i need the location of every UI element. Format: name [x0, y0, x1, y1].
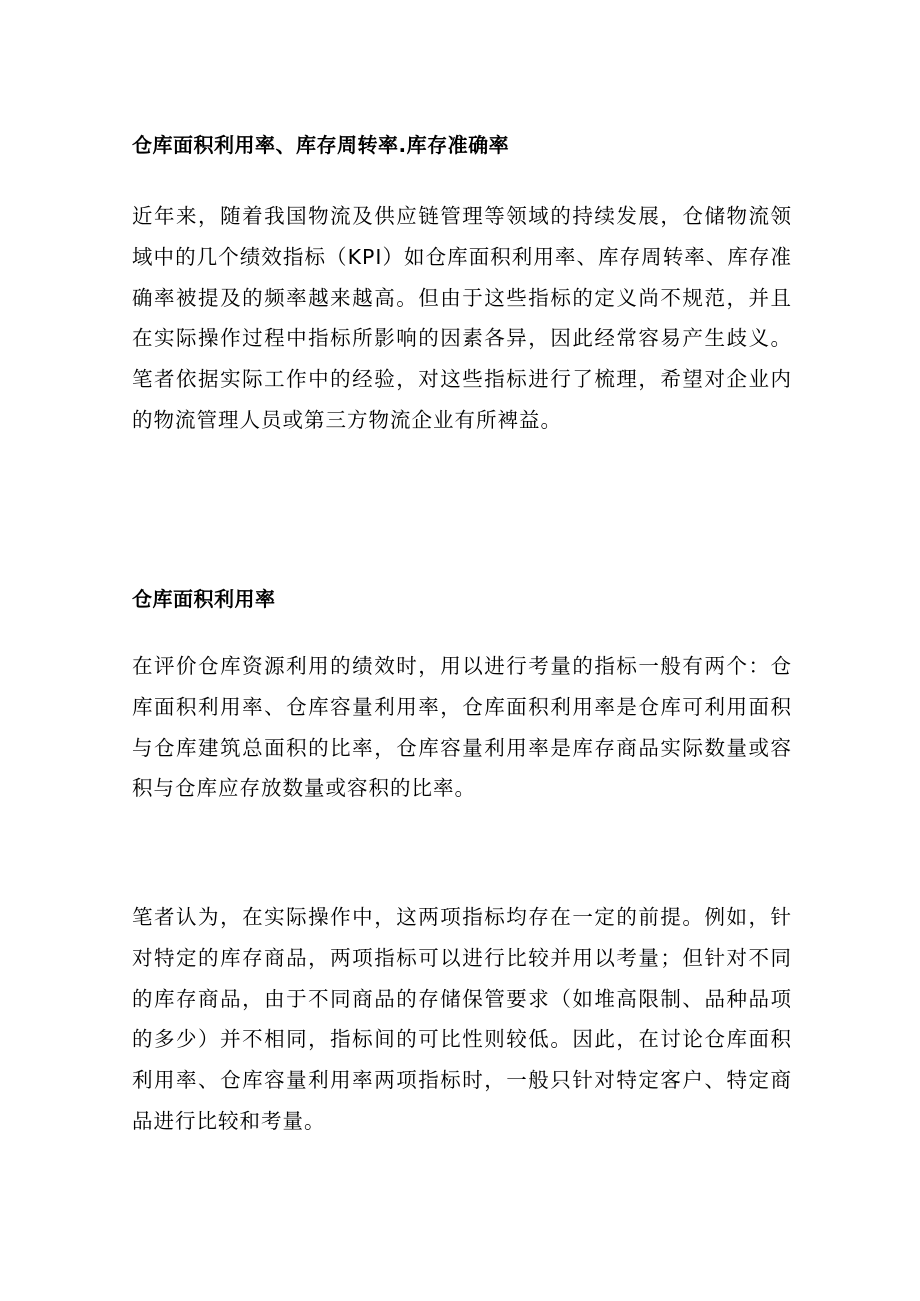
section-heading-kpi-overview: 仓库面积利用率、库存周转率.库存准确率	[132, 133, 510, 157]
section-heading-area-utilization: 仓库面积利用率	[132, 587, 276, 611]
area-utilization-paragraph-2: 笔者认为，在实际操作中，这两项指标均存在一定的前提。例如，针对特定的库存商品，两项指标可以进行比较并用以考量；但针对不同的库存商品，由于不同商品的存储保管要求（如堆高限制、品种品项的多少）并不相同，指标间的可比性则较低。因此，在讨论仓库面积利用率、仓库容量利用率两项指标时，一般只针对特定客户、特定商品进行比较和考量。	[132, 905, 792, 1133]
intro-paragraph: 近年来，随着我国物流及供应链管理等领域的持续发展，仓储物流领域中的几个绩效指标（KPI）如仓库面积利用率、库存周转率、库存准确率被提及的频率越来越高。但由于这些指标的定义尚不规范，并且在实际操作过程中指标所影响的因素各异，因此经常容易产生歧义。笔者依据实际工作中的经验，对这些指标进行了梳理，希望对企业内的物流管理人员或第三方物流企业有所裨益。	[132, 204, 792, 432]
area-utilization-paragraph-1: 在评价仓库资源利用的绩效时，用以进行考量的指标一般有两个：仓库面积利用率、仓库容量利用率，仓库面积利用率是仓库可利用面积与仓库建筑总面积的比率，仓库容量利用率是库存商品实际数量或容积与仓库应存放数量或容积的比率。	[132, 654, 792, 801]
